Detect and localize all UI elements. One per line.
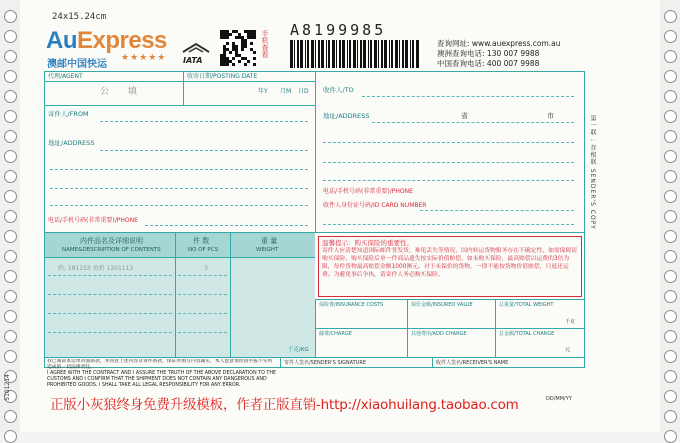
qr-module — [250, 33, 253, 36]
weight-unit-label: 千克/KG — [288, 347, 309, 353]
qr-module — [253, 57, 256, 60]
kg-unit: 千克 — [565, 319, 576, 325]
brand-logo — [46, 27, 167, 55]
brand-express: Express — [77, 27, 167, 54]
tractor-hole — [664, 230, 677, 243]
website-url[interactable]: www.auexpress.com.au — [471, 39, 561, 48]
qr-module — [232, 48, 235, 51]
tracking-number: A8199985 — [290, 21, 387, 39]
paper-size-label: 24x15.24cm — [52, 12, 107, 22]
agent-value[interactable]: 公 填 — [100, 87, 145, 97]
barcode-bar — [410, 40, 411, 68]
qr-module — [235, 48, 238, 51]
qr-module — [238, 33, 241, 36]
barcode-bar — [405, 40, 408, 68]
barcode-bar — [300, 40, 303, 68]
tractor-hole — [664, 70, 677, 83]
tractor-hole — [4, 270, 17, 283]
au-phone: 130 007 9988 — [486, 49, 540, 58]
tractor-hole — [664, 50, 677, 63]
sender-phone-label: 电话/手机号码(非常重要)/PHONE — [48, 217, 138, 224]
qr-module — [220, 36, 223, 39]
tractor-hole — [4, 350, 17, 363]
tractor-hole — [664, 190, 677, 203]
barcode-bar — [339, 40, 341, 68]
tractor-hole — [664, 350, 677, 363]
qr-module — [220, 57, 223, 60]
qr-module — [247, 33, 250, 36]
sender-name-label: 寄件人/FROM — [48, 110, 89, 118]
qr-module — [250, 30, 253, 33]
qr-module — [253, 30, 256, 33]
barcode-bar — [402, 40, 404, 68]
barcode-bar — [370, 40, 372, 68]
barcode-bar — [318, 40, 320, 68]
receiver-id-label: 收件人身份证号码/ID CARD NUMBER — [323, 202, 427, 209]
contents-weight-label-cn: 重 量 — [261, 237, 278, 245]
tractor-hole — [664, 290, 677, 303]
tractor-hole — [4, 410, 17, 423]
qr-module — [253, 51, 256, 54]
qr-module — [241, 45, 244, 48]
agent-label: 代理/AGENT — [48, 73, 83, 80]
other-charge-label: 其他费用/ADD CHARGE — [411, 331, 467, 337]
barcode-bar — [381, 40, 383, 68]
tractor-hole — [4, 170, 17, 183]
qr-module — [226, 63, 229, 66]
barcode-bar — [412, 40, 414, 68]
barcode-bar — [315, 40, 316, 68]
content-row-1-desc[interactable]: 奶, 1811S3 鱼奶 1201113 — [58, 265, 134, 272]
qr-module — [223, 33, 226, 36]
tractor-hole — [4, 250, 17, 263]
qr-module — [220, 63, 223, 66]
qr-module — [253, 63, 256, 66]
qr-module — [223, 30, 226, 33]
barcode-bar — [349, 40, 351, 68]
tractor-hole — [664, 170, 677, 183]
tractor-hole — [4, 10, 17, 23]
tracking-barcode — [290, 40, 420, 68]
contents-desc-label-en: NAME&DESCRIPTION OF CONTENTS — [62, 247, 161, 253]
contents-desc-label-cn: 内件品名及详细说明 — [80, 237, 143, 245]
tractor-hole — [664, 130, 677, 143]
barcode-bar — [399, 40, 400, 68]
tractor-hole — [664, 210, 677, 223]
barcode-bar — [378, 40, 379, 68]
qr-module — [226, 36, 229, 39]
cn-phone-label: 中国查询电话: — [437, 59, 485, 68]
qr-module — [247, 60, 250, 63]
qr-module — [220, 54, 223, 57]
qr-module — [226, 60, 229, 63]
tractor-hole — [4, 130, 17, 143]
qr-module — [223, 54, 226, 57]
tractor-hole — [664, 110, 677, 123]
tractor-hole — [664, 390, 677, 403]
date-month: 月M — [280, 88, 292, 95]
qr-module — [235, 54, 238, 57]
qr-module — [241, 36, 244, 39]
barcode-bar — [368, 40, 369, 68]
contents-weight-label-en: WEIGHT — [256, 247, 279, 253]
barcode-bar — [336, 40, 337, 68]
qr-module — [235, 45, 238, 48]
qr-module — [226, 57, 229, 60]
insurance-notice — [318, 236, 582, 297]
qr-module — [220, 33, 223, 36]
receiver-signature-label: 收件人签名/RECEIVER'S NAME — [436, 360, 509, 366]
barcode-bar — [374, 40, 377, 68]
qr-module — [220, 60, 223, 63]
contents-pcs-label-cn: 件 数 — [193, 237, 210, 245]
barcode-bar — [347, 40, 348, 68]
qr-code — [220, 30, 256, 66]
content-row-1-pcs[interactable]: 3 — [204, 265, 208, 272]
tractor-hole — [664, 410, 677, 423]
qr-module — [244, 42, 247, 45]
mobile-check-stamp: 手机查看 — [261, 30, 269, 58]
date-year: 年Y — [258, 88, 268, 95]
insurance-cost-label: 保险费/INSURANCE COSTS — [319, 302, 384, 308]
barcode-bar — [294, 40, 295, 68]
total-weight-label: 总重量/TOTAL WEIGHT — [499, 302, 554, 308]
qr-module — [232, 63, 235, 66]
province-label: 省 — [461, 112, 468, 120]
au-phone-label: 澳洲查询电话: — [437, 49, 485, 58]
qr-module — [241, 42, 244, 45]
tractor-hole — [664, 310, 677, 323]
watermark-text: 正版小灰狼终身免费升级模板，作者正版直销-http://xiaohuilang.taobao.com — [50, 397, 519, 413]
barcode-bar — [311, 40, 314, 68]
rating-stars: ★★★★★ — [121, 53, 167, 63]
qr-module — [223, 63, 226, 66]
tractor-hole — [664, 270, 677, 283]
qr-module — [232, 42, 235, 45]
qr-module — [244, 39, 247, 42]
qr-module — [238, 36, 241, 39]
qr-module — [232, 57, 235, 60]
tractor-hole — [664, 10, 677, 23]
website-label: 查询网址: — [437, 39, 470, 48]
total-charge-label: 总金额/TOTAL CHARGE — [499, 331, 555, 337]
barcode-bar — [297, 40, 299, 68]
iata-logo-icon — [180, 40, 212, 56]
qr-module — [253, 36, 256, 39]
qr-module — [253, 33, 256, 36]
barcode-bar — [342, 40, 345, 68]
receiver-phone-label: 电话/手机号码(非常重要)/PHONE — [323, 188, 413, 195]
contents-pcs-label-en: NO OF PCS — [188, 247, 219, 253]
qr-module — [244, 30, 247, 33]
barcode-bar — [360, 40, 362, 68]
qr-module — [247, 36, 250, 39]
brand-subtitle: 澳邮中国快运 — [47, 59, 107, 70]
qr-module — [241, 48, 244, 51]
tractor-hole — [664, 90, 677, 103]
qr-module — [235, 30, 238, 33]
barcode-bar — [384, 40, 387, 68]
tractor-hole — [4, 330, 17, 343]
receiver-address-label: 地址/ADDRESS — [323, 112, 370, 120]
tractor-hole — [664, 370, 677, 383]
posting-date-label: 收寄日期/POSTING DATE — [187, 73, 258, 80]
tractor-hole — [664, 330, 677, 343]
qr-module — [226, 33, 229, 36]
barcode-bar — [332, 40, 335, 68]
barcode-bar — [357, 40, 358, 68]
brand-au: Au — [46, 27, 77, 54]
notice-body: 寄件人应清楚知道国际邮件普发货，难免丢失等情况，国内转运货物服务存在不确定性，如需保障请购买保险。购买保险后单一件商品遗失按实际价值赔偿，如未购买保险，最高赔偿以运费的3倍为限，每件货物最高赔偿金额1000澳元。对于未保价的货物，一律不能按货物价值赔偿，只退还运费。为避免事后争执，请寄件人务必购买保险。 — [322, 248, 578, 278]
qr-module — [250, 48, 253, 51]
qr-module — [223, 48, 226, 51]
tractor-hole — [664, 30, 677, 43]
qr-module — [229, 33, 232, 36]
qr-module — [238, 60, 241, 63]
barcode-bar — [328, 40, 330, 68]
qr-module — [232, 30, 235, 33]
qr-module — [244, 57, 247, 60]
qr-module — [229, 51, 232, 54]
barcode-bar — [391, 40, 393, 68]
barcode-bar — [321, 40, 324, 68]
qr-module — [226, 48, 229, 51]
tractor-hole — [4, 110, 17, 123]
contact-block — [437, 39, 561, 69]
sender-address-label: 地址/ADDRESS — [48, 139, 95, 147]
tractor-hole — [4, 290, 17, 303]
cn-phone: 400 007 9988 — [486, 59, 540, 68]
iata-text: IATA — [183, 56, 203, 65]
receiver-name-label: 收件人/TO — [323, 86, 354, 94]
barcode-bar — [353, 40, 356, 68]
qr-module — [235, 51, 238, 54]
postage-label: 邮费/CHARGE — [319, 331, 352, 337]
qr-module — [250, 36, 253, 39]
barcode-bar — [416, 40, 419, 68]
tractor-hole — [4, 210, 17, 223]
qr-module — [241, 39, 244, 42]
qr-module — [235, 36, 238, 39]
barcode-bar — [395, 40, 398, 68]
tractor-hole — [4, 50, 17, 63]
tractor-hole — [664, 150, 677, 163]
barcode-bar — [290, 40, 293, 68]
sender-signature-label: 寄件人签名/SENDER'S SIGNATURE — [284, 360, 367, 366]
qr-module — [232, 45, 235, 48]
tractor-hole — [4, 310, 17, 323]
city-label: 市 — [547, 112, 554, 120]
copy-label: 第一联 : 存根联 SENDER'S COPY — [589, 115, 596, 230]
barcode-bar — [307, 40, 309, 68]
qr-module — [250, 42, 253, 45]
yuan-unit: 元 — [565, 347, 571, 353]
date-format-label: DD/MM/YY — [546, 396, 572, 402]
tractor-hole — [4, 230, 17, 243]
qr-module — [226, 42, 229, 45]
insured-value-label: 保价金额/INSURED VALUE — [411, 302, 473, 308]
declaration-en: I AGREE WITH THE CONTRACT AND I ASSURE THE TRUTH OF THE ABOVE DECLARATION TO THE CUSTOMS AND I CONFIRM THAT THE SHIPMENT DOES NOT CONTAIN ANY DANGEROUS AND PROHIBITED GOODS. I SHALL TAKE ALL LEGAL RESPONSIBILITY FOR ANY ERROR. — [47, 371, 276, 388]
declaration-cn: 我已阅读本运单背面条款，并同意上述内容及寄件条款，保证所填写内容属实，本人愿意承担因申报不实所造成的一切法律责任。 — [47, 359, 273, 370]
barcode-bar — [389, 40, 390, 68]
tractor-hole — [4, 70, 17, 83]
tractor-hole — [664, 250, 677, 263]
qr-module — [223, 60, 226, 63]
barcode-bar — [363, 40, 366, 68]
tractor-hole — [4, 90, 17, 103]
tractor-hole — [4, 30, 17, 43]
qr-module — [247, 30, 250, 33]
qr-module — [229, 60, 232, 63]
barcode-bar — [305, 40, 306, 68]
qr-module — [223, 57, 226, 60]
notice-title: 温馨提示：购买保险的重要性。 — [322, 239, 413, 247]
tractor-hole — [4, 150, 17, 163]
qr-module — [238, 54, 241, 57]
qr-module — [223, 45, 226, 48]
tractor-hole — [4, 190, 17, 203]
qr-module — [244, 63, 247, 66]
barcode-bar — [326, 40, 327, 68]
qr-module — [223, 51, 226, 54]
date-day: 日D — [298, 88, 309, 95]
left-code: 5101214 — [4, 374, 11, 401]
qr-module — [223, 36, 226, 39]
qr-module — [244, 45, 247, 48]
qr-module — [226, 30, 229, 33]
qr-module — [241, 57, 244, 60]
qr-module — [220, 30, 223, 33]
